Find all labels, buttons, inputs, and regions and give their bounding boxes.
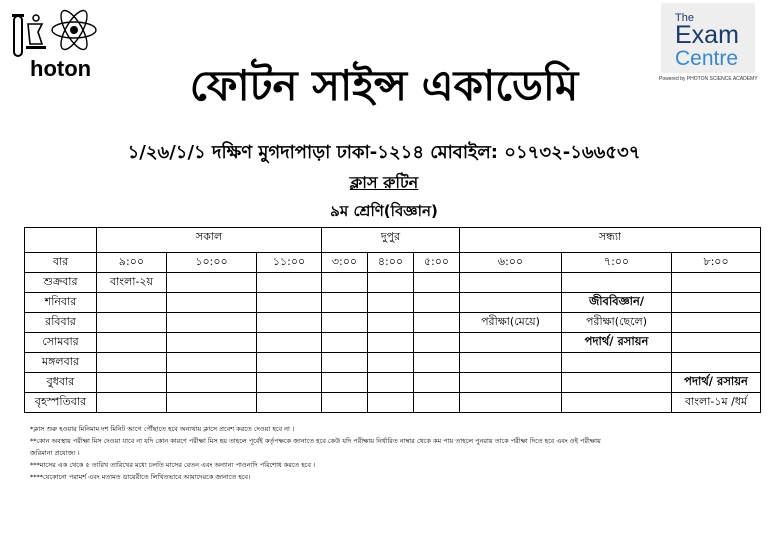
period-row <box>25 228 761 253</box>
time-cell: ৫:০০ <box>414 253 460 273</box>
day-cell: শনিবার <box>25 293 97 313</box>
period-noon: দুপুর <box>322 228 460 253</box>
schedule-cell <box>562 393 672 413</box>
day-cell: সোমবার <box>25 333 97 353</box>
time-cell: ৮:০০ <box>672 253 761 273</box>
routine-heading <box>0 170 768 197</box>
time-cell: ১০:০০ <box>167 253 257 273</box>
schedule-cell: পরীক্ষা(মেয়ে) <box>460 313 562 333</box>
schedule-cell <box>97 313 167 333</box>
schedule-cell <box>167 333 257 353</box>
table-row <box>25 373 761 393</box>
logo-powered-by: Powered by PHOTON SCIENCE ACADEMY <box>659 76 758 82</box>
schedule-cell <box>167 393 257 413</box>
schedule-cell <box>167 293 257 313</box>
time-cell: ৪:০০ <box>368 253 414 273</box>
schedule-cell: পদার্থ/ রসায়ন <box>672 373 761 393</box>
period-evening: সন্ধ্যা <box>460 228 761 253</box>
schedule-cell <box>322 313 368 333</box>
schedule-cell <box>368 393 414 413</box>
schedule-cell <box>322 373 368 393</box>
schedule-cell <box>167 313 257 333</box>
schedule-cell: পরীক্ষা(ছেলে) <box>562 313 672 333</box>
class-name: ৯ম শ্রেণি(বিজ্ঞান) <box>330 202 438 220</box>
schedule-cell <box>257 373 322 393</box>
schedule-cell <box>368 313 414 333</box>
schedule-cell <box>672 353 761 373</box>
schedule-cell <box>460 353 562 373</box>
schedule-cell <box>672 333 761 353</box>
table-row <box>25 353 761 373</box>
schedule-cell <box>368 353 414 373</box>
schedule-cell <box>257 333 322 353</box>
logo-exam: Exam <box>675 21 739 49</box>
schedule-cell <box>672 313 761 333</box>
notes-section <box>30 423 750 483</box>
schedule-cell <box>257 353 322 373</box>
schedule-cell <box>672 293 761 313</box>
schedule-cell <box>257 393 322 413</box>
schedule-cell <box>460 373 562 393</box>
day-cell: মঙ্গলবার <box>25 353 97 373</box>
schedule-cell <box>460 293 562 313</box>
schedule-cell <box>257 293 322 313</box>
schedule-cell: বাংলা-২য় <box>97 273 167 293</box>
note-line: **কোন অবস্থায় পরীক্ষা মিস দেওয়া যাবে না যদি কোন কারণে পরীক্ষা মিস হয় তাহলে পূর্বেই কর্তৃপক্ষকে জানাতে হবে কেউ যদি পরীক্ষায় নির্ধারিত নাম্বার থেকে কম পায় তাহলে পুনরায় তাকে পরীক্ষা দিতে হবে এবং ওই পরীক্ষায় <box>30 437 601 445</box>
schedule-cell <box>97 393 167 413</box>
time-cell: ৬:০০ <box>460 253 562 273</box>
schedule-cell <box>368 373 414 393</box>
schedule-cell <box>460 393 562 413</box>
schedule-cell <box>368 333 414 353</box>
schedule-cell <box>368 293 414 313</box>
schedule-cell <box>460 333 562 353</box>
table-row <box>25 333 761 353</box>
schedule-cell <box>460 273 562 293</box>
note-line: ***মাসের এক থেকে ৫ তারিখ তারিখের মধ্যে চলতি মাসের বেতন এবং অন্যান্য পাওনাদি পরিশোধ করতে হবে । <box>30 461 316 469</box>
schedule-cell <box>414 313 460 333</box>
day-cell: বৃহস্পতিবার <box>25 393 97 413</box>
day-header: বার <box>25 253 97 273</box>
day-cell: বুধবার <box>25 373 97 393</box>
schedule-cell <box>97 333 167 353</box>
schedule-cell <box>414 293 460 313</box>
schedule-cell <box>167 353 257 373</box>
time-cell: ৯:০০ <box>97 253 167 273</box>
schedule-cell <box>167 273 257 293</box>
schedule-cell <box>322 333 368 353</box>
schedule-cell: বাংলা-১ম /ধর্ম <box>672 393 761 413</box>
time-cell: ৩:০০ <box>322 253 368 273</box>
table-row <box>25 393 761 413</box>
class-routine-table <box>24 227 761 413</box>
schedule-cell <box>322 353 368 373</box>
table-row <box>25 313 761 333</box>
schedule-cell <box>97 373 167 393</box>
table-row <box>25 293 761 313</box>
academy-title: ফোটন সাইন্স একাডেমি <box>189 61 579 110</box>
corner-cell <box>25 228 97 253</box>
note-line: *ক্লাস শুরু হওয়ার মিনিমাম দশ মিনিট আগে পৌঁছাতে হবে অন্যথায় ক্লাসে প্রবেশ করতে দেওয়া হবে না । <box>30 425 295 433</box>
schedule-cell: পদার্থ/ রসায়ন <box>562 333 672 353</box>
photon-logo-text: hoton <box>30 56 92 81</box>
schedule-cell <box>322 293 368 313</box>
routine-title: ক্লাস রুটিন <box>349 173 419 192</box>
time-cell: ৭:০০ <box>562 253 672 273</box>
schedule-cell <box>672 273 761 293</box>
logo-centre: Centre <box>675 47 739 70</box>
schedule-cell <box>257 313 322 333</box>
day-cell: শুক্রবার <box>25 273 97 293</box>
note-line: জরিমানা প্রযোজ্য । <box>30 449 80 457</box>
schedule-cell <box>414 333 460 353</box>
atom-flask-icon <box>8 4 108 64</box>
time-cell: ১১:০০ <box>257 253 322 273</box>
day-cell: রবিবার <box>25 313 97 333</box>
schedule-cell <box>368 273 414 293</box>
schedule-cell <box>322 273 368 293</box>
period-morning: সকাল <box>97 228 322 253</box>
schedule-cell <box>414 373 460 393</box>
time-row <box>25 253 761 273</box>
schedule-cell <box>562 273 672 293</box>
schedule-cell <box>562 373 672 393</box>
academy-address: ১/২৬/১/১ দক্ষিণ মুগদাপাড়া ঢাকা-১২১৪ মোবাইল: ০১৭৩২-১৬৬৫৩৭ <box>127 142 641 163</box>
schedule-cell <box>167 373 257 393</box>
schedule-cell <box>562 353 672 373</box>
schedule-cell <box>257 273 322 293</box>
schedule-cell: জীববিজ্ঞান/ <box>562 293 672 313</box>
table-row <box>25 273 761 293</box>
schedule-cell <box>414 273 460 293</box>
schedule-cell <box>414 353 460 373</box>
schedule-cell <box>97 293 167 313</box>
schedule-cell <box>414 393 460 413</box>
logo-the: The <box>675 12 694 24</box>
schedule-cell <box>322 393 368 413</box>
schedule-cell <box>97 353 167 373</box>
note-line: ****যেকোনো পরামর্শ এবং মতামত ডায়েরীতে লিখিতভাবে আমাদেরকে জানাতে হবে। <box>30 473 251 481</box>
